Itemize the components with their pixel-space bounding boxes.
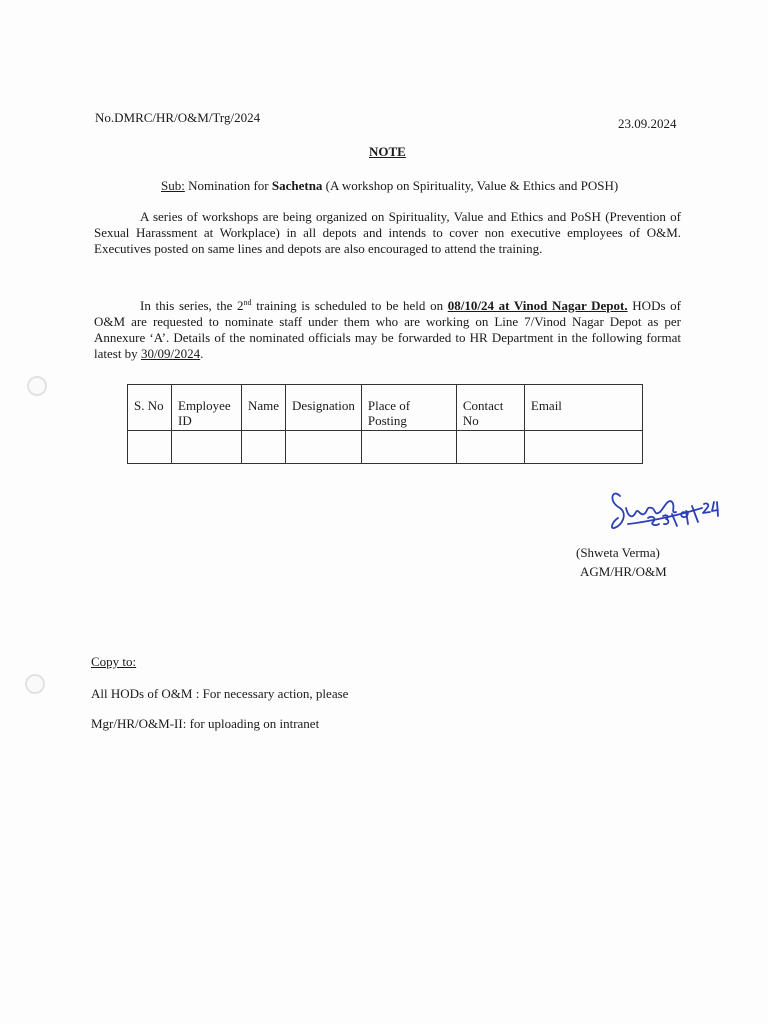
paragraph-2 [94, 298, 681, 362]
page-title: NOTE [369, 144, 406, 159]
col-header-contact-no: Contact No [456, 385, 524, 431]
subject-post: (A workshop on Spirituality, Value & Ethics and POSH) [322, 178, 619, 193]
table-cell [456, 431, 524, 464]
deadline-date: 30/09/2024 [140, 346, 201, 361]
col-header-sno: S. No [128, 385, 172, 431]
col-header-place-of-posting: Place of Posting [361, 385, 456, 431]
punch-hole [27, 376, 47, 396]
signatory-designation: AGM/HR/O&M [580, 564, 667, 579]
signatory-name: (Shweta Verma) [576, 545, 660, 560]
paragraph-1: A series of workshops are being organized on Spirituality, Value and Ethics and PoSH (Prevention of Sexual Harassment at Workplace) in all depots and intends to cover non executive employees of O&M. Executives posted on same lines and depots are also encouraged to attend the training. [94, 209, 681, 256]
col-header-designation: Designation [286, 385, 362, 431]
copy-to-recipient: Mgr/HR/O&M-II: for uploading on intranet [91, 716, 320, 731]
nomination-format-table [127, 384, 643, 464]
table-cell [172, 431, 242, 464]
punch-hole [25, 674, 45, 694]
paragraph-2-part4: . [200, 346, 204, 361]
table-cell [361, 431, 456, 464]
ordinal-suffix: nd [243, 298, 252, 307]
subject-workshop-name: Sachetna [271, 178, 323, 193]
subject-pre: Nomination for [184, 178, 272, 193]
subject-line [161, 178, 618, 194]
training-date-venue: 08/10/24 at Vinod Nagar Depot. [447, 298, 628, 313]
subject-label: Sub: [161, 178, 185, 193]
paragraph-2-part3: HODs of O&M are requested to nominate staff under them who are working on Line 7/Vinod Nagar Depot as per Annexure ‘A’. Details of the nominated officials may be forwarded to HR Department in the following format latest by [94, 298, 682, 361]
table-cell [242, 431, 286, 464]
copy-to-recipient: All HODs of O&M : For necessary action, please [91, 686, 349, 701]
table-row [128, 431, 643, 464]
col-header-email: Email [524, 385, 642, 431]
reference-number: No.DMRC/HR/O&M/Trg/2024 [95, 110, 261, 125]
paragraph-2-part2: training is scheduled to be held on [251, 298, 448, 313]
paragraph-2-part1: In this series, the 2 [140, 298, 244, 313]
table-cell [524, 431, 642, 464]
col-header-name: Name [242, 385, 286, 431]
document-date: 23.09.2024 [618, 116, 677, 131]
copy-to-heading: Copy to: [91, 654, 137, 669]
col-header-employee-id: Employee ID [172, 385, 242, 431]
table-cell [286, 431, 362, 464]
handwritten-signature [606, 478, 736, 548]
table-header-row [128, 385, 643, 431]
table-cell [128, 431, 172, 464]
